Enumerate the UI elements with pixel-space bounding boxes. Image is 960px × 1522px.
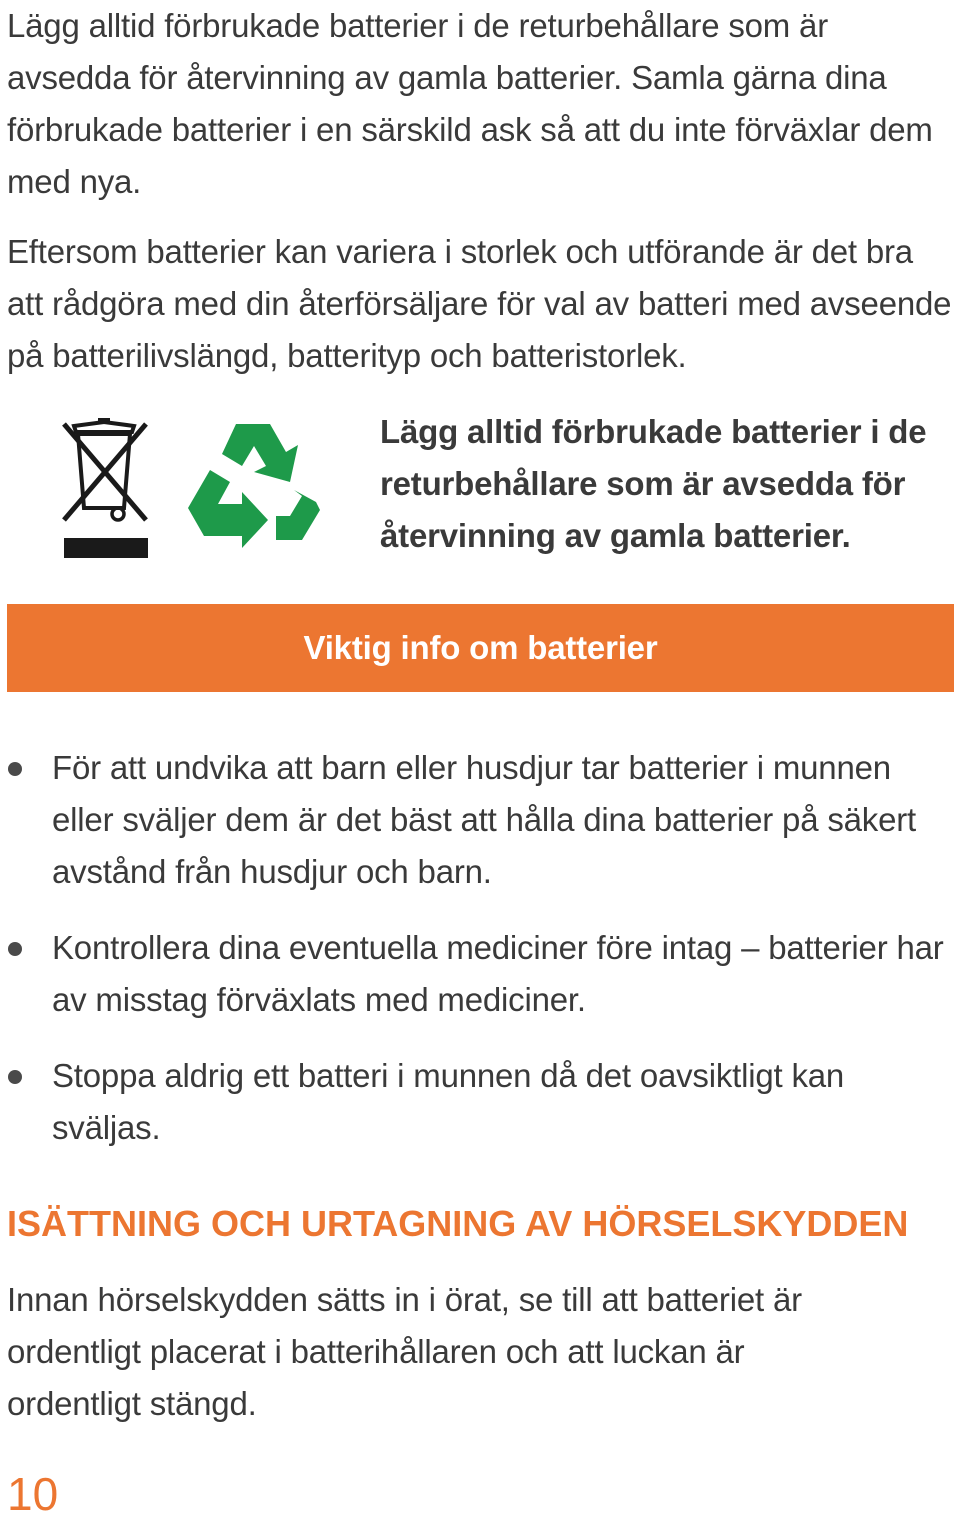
crossed-out-wheelie-bin-icon <box>60 416 152 561</box>
list-item <box>0 1050 952 1154</box>
section-heading: ISÄTTNING OCH URTAGNING AV HÖRSELSKYDDEN <box>7 1203 909 1244</box>
bullet-icon <box>8 1070 22 1084</box>
list-item-text: För att undvika att barn eller husdjur tar batterier i munnen eller sväljer dem är det bäst att hålla dina batterier på säkert avstånd från husdjur och barn. <box>52 749 916 890</box>
recycling-notice: Lägg alltid förbrukade batterier i de returbehållare som är avsedda för återvinning av gamla batterier. <box>380 413 927 554</box>
info-banner <box>7 604 954 692</box>
bullet-icon <box>8 762 22 776</box>
disposal-symbols <box>60 412 340 572</box>
paragraph-battery-choice: Eftersom batterier kan variera i storlek och utförande är det bra att rådgöra med din återförsäljare för val av batteri med avseende på batterilivslängd, batterityp och batteristorlek. <box>7 233 952 374</box>
battery-safety-list <box>0 742 960 1178</box>
paragraph-insertion: Innan hörselskydden sätts in i örat, se till att batteriet är ordentligt placerat i batterihållaren och att luckan är ordentligt stängd. <box>7 1281 802 1422</box>
list-item <box>0 742 952 898</box>
banner-title: Viktig info om batterier <box>303 629 658 666</box>
paragraph-disposal: Lägg alltid förbrukade batterier i de returbehållare som är avsedda för återvinning av gamla batterier. Samla gärna dina förbrukade batterier i en särskild ask så att du inte förväxlar dem med nya. <box>7 7 933 200</box>
list-item <box>0 922 952 1026</box>
page-number: 10 <box>7 1468 59 1520</box>
recycle-icon <box>178 416 328 566</box>
list-item-text: Kontrollera dina eventuella mediciner före intag – batterier har av misstag förväxlats med mediciner. <box>52 929 944 1018</box>
list-item-text: Stoppa aldrig ett batteri i munnen då det oavsiktligt kan sväljas. <box>52 1057 845 1146</box>
bullet-icon <box>8 942 22 956</box>
